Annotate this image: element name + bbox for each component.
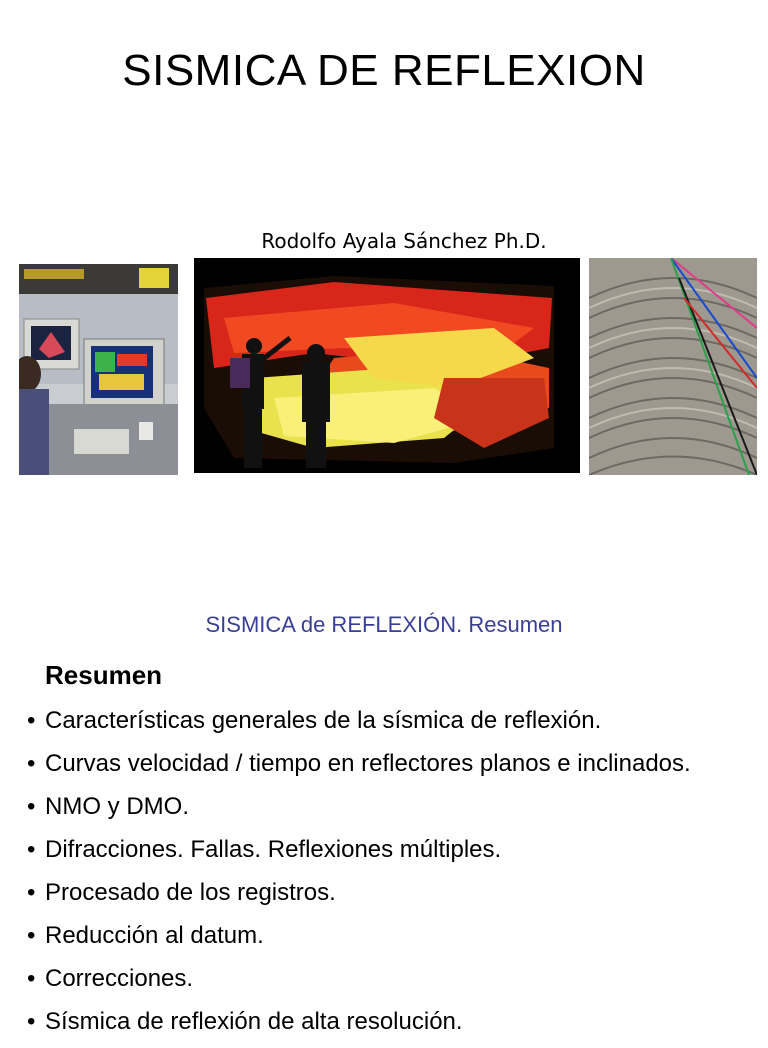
list-item: • Difracciones. Fallas. Reflexiones múltiples.: [27, 836, 502, 863]
list-item: • Características generales de la sísmica de reflexión.: [27, 707, 602, 734]
list-item: • Procesado de los registros.: [27, 879, 336, 906]
author-name: Rodolfo Ayala Sánchez Ph.D.: [261, 229, 547, 253]
slide-title: SISMICA DE REFLEXION: [122, 46, 646, 95]
list-item: • Sísmica de reflexión de alta resolución.: [27, 1008, 463, 1035]
workstation-photo: [19, 264, 178, 475]
list-item: • Correcciones.: [27, 965, 194, 992]
list-item: • Curvas velocidad / tiempo en reflectores planos e inclinados.: [27, 750, 691, 777]
list-item: • NMO y DMO.: [27, 793, 189, 820]
seismic-traces-photo: [589, 258, 757, 475]
seismic-volume-photo: [194, 258, 580, 473]
section-subtitle: SISMICA de REFLEXIÓN. Resumen: [205, 612, 563, 637]
list-item: • Reducción al datum.: [27, 922, 264, 949]
summary-list: [27, 704, 691, 1048]
summary-heading: Resumen: [45, 660, 163, 690]
